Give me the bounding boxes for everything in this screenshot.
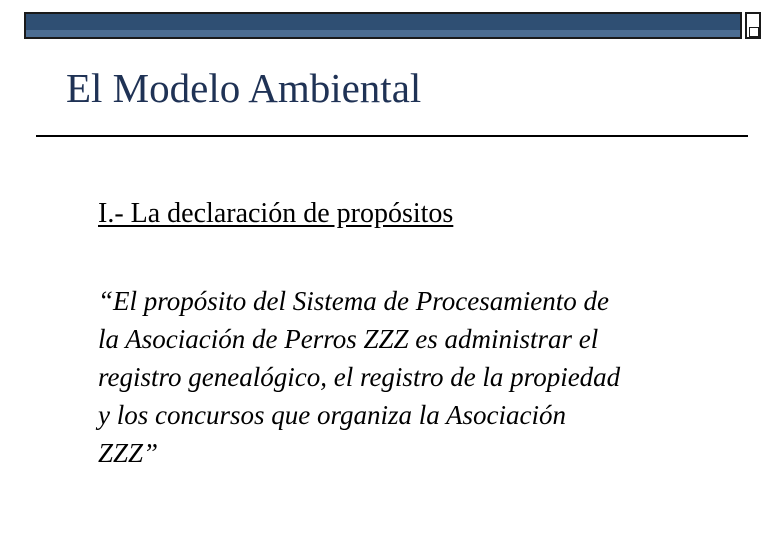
quote-line: registro genealógico, el registro de la propiedad <box>98 362 621 392</box>
slide-title: El Modelo Ambiental <box>66 65 422 111</box>
header-bar <box>24 12 742 39</box>
purpose-quote <box>98 282 758 472</box>
title-divider <box>36 135 748 137</box>
section-heading: I.- La declaración de propósitos <box>98 198 454 229</box>
corner-box <box>745 12 761 39</box>
quote-line: ZZZ” <box>98 438 159 468</box>
quote-line: y los concursos que organiza la Asociación <box>98 400 566 430</box>
corner-box-inner <box>749 27 759 37</box>
quote-line: la Asociación de Perros ZZZ es administrar el <box>98 324 599 354</box>
header-bar-stripe <box>26 30 740 37</box>
quote-line: “El propósito del Sistema de Procesamiento de <box>98 286 609 316</box>
